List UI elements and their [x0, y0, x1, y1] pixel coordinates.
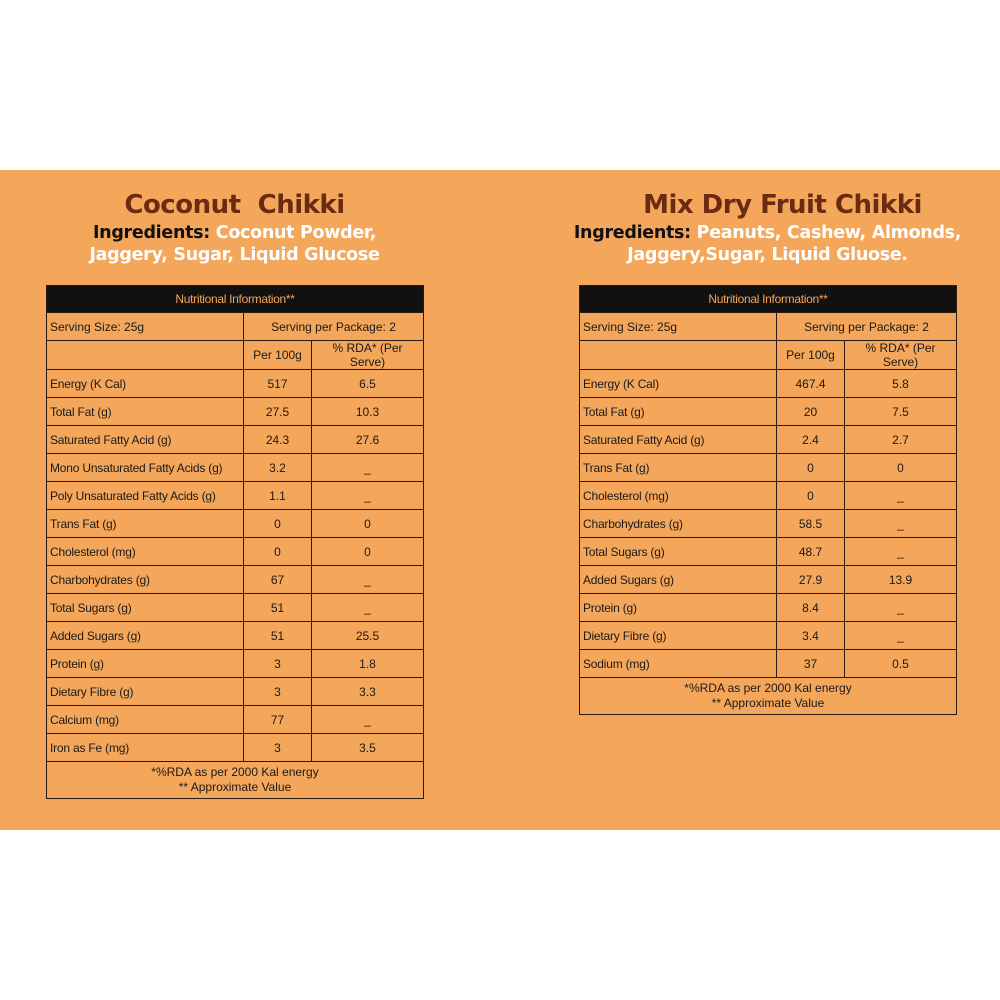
nutrient-name: Total Fat (g): [47, 398, 244, 426]
rda-value: _: [845, 510, 957, 538]
footnote-section: [580, 678, 957, 715]
nutrient-row: [580, 594, 957, 622]
nutrient-row: [47, 622, 424, 650]
rda-value: 3.3: [312, 678, 424, 706]
nutrient-row: [580, 454, 957, 482]
rda-value: 3.5: [312, 734, 424, 762]
per-100g-value: 27.5: [244, 398, 312, 426]
rda-value: 13.9: [845, 566, 957, 594]
nutrient-rows: [580, 370, 957, 678]
rda-value: 6.5: [312, 370, 424, 398]
per-100g-header: Per 100g: [244, 341, 312, 370]
per-100g-value: 0: [244, 510, 312, 538]
serving-size: Serving Size: 25g: [580, 313, 777, 341]
nutrient-name: Total Sugars (g): [47, 594, 244, 622]
nutrient-row: [47, 454, 424, 482]
serving-per-package: Serving per Package: 2: [777, 313, 957, 341]
nutrient-row: [47, 678, 424, 706]
nutrient-name: Dietary Fibre (g): [47, 678, 244, 706]
per-100g-value: 51: [244, 622, 312, 650]
rda-value: 25.5: [312, 622, 424, 650]
rda-value: _: [312, 566, 424, 594]
nutrient-name: Calcium (mg): [47, 706, 244, 734]
nutrition-table-body: [47, 286, 424, 370]
nutrient-row: [47, 482, 424, 510]
rda-value: 10.3: [312, 398, 424, 426]
nutrient-name: Total Fat (g): [580, 398, 777, 426]
nutrient-row: [47, 370, 424, 398]
ingredients-line-2: Jaggery, Sugar, Liquid Glucose: [89, 245, 380, 265]
nutrient-row: [580, 426, 957, 454]
per-100g-value: 3: [244, 678, 312, 706]
footnote: [580, 678, 957, 715]
serving-row: [580, 313, 957, 341]
nutrient-name: Protein (g): [580, 594, 777, 622]
nutrition-table: [579, 285, 957, 715]
nutrient-name: Added Sugars (g): [580, 566, 777, 594]
footnote-approx: ** Approximate Value: [711, 696, 825, 710]
nutrient-name: Added Sugars (g): [47, 622, 244, 650]
nutrient-row: [580, 510, 957, 538]
per-100g-value: 1.1: [244, 482, 312, 510]
footnote-approx: ** Approximate Value: [178, 780, 292, 794]
nutrition-table-body: [580, 286, 957, 370]
per-100g-value: 0: [777, 482, 845, 510]
blank-header-cell: [47, 341, 244, 370]
nutrition-table-title: Nutritional Information**: [580, 286, 957, 313]
per-100g-value: 517: [244, 370, 312, 398]
ingredients-label: Ingredients:: [92, 223, 210, 243]
nutrient-row: [580, 538, 957, 566]
product-title: Mix Dry Fruit Chikki: [643, 190, 922, 220]
per-100g-value: 3.4: [777, 622, 845, 650]
rda-value: 1.8: [312, 650, 424, 678]
nutrient-row: [47, 650, 424, 678]
rda-value: _: [845, 594, 957, 622]
nutrient-row: [47, 510, 424, 538]
ingredients-line-1: Peanuts, Cashew, Almonds,: [696, 223, 962, 243]
rda-header: % RDA* (Per Serve): [312, 341, 424, 370]
nutrient-row: [580, 398, 957, 426]
rda-value: _: [845, 538, 957, 566]
nutrient-name: Mono Unsaturated Fatty Acids (g): [47, 454, 244, 482]
per-100g-value: 3.2: [244, 454, 312, 482]
rda-value: 2.7: [845, 426, 957, 454]
nutrient-row: [47, 538, 424, 566]
per-100g-value: 2.4: [777, 426, 845, 454]
serving-per-package: Serving per Package: 2: [244, 313, 424, 341]
rda-header: % RDA* (Per Serve): [845, 341, 957, 370]
nutrient-row: [580, 370, 957, 398]
rda-value: 0.5: [845, 650, 957, 678]
serving-row: [47, 313, 424, 341]
nutrient-name: Cholesterol (mg): [580, 482, 777, 510]
nutrient-name: Saturated Fatty Acid (g): [580, 426, 777, 454]
rda-value: _: [312, 594, 424, 622]
nutrition-table-title: Nutritional Information**: [47, 286, 424, 313]
ingredients: [569, 222, 966, 266]
per-100g-value: 77: [244, 706, 312, 734]
nutrient-row: [47, 398, 424, 426]
nutrition-table: [46, 285, 424, 799]
ingredients-line-1: Coconut Powder,: [215, 223, 377, 243]
footnote-row: [47, 762, 424, 799]
nutrient-name: Sodium (mg): [580, 650, 777, 678]
serving-size: Serving Size: 25g: [47, 313, 244, 341]
nutrient-name: Energy (K Cal): [580, 370, 777, 398]
per-100g-value: 48.7: [777, 538, 845, 566]
per-100g-value: 51: [244, 594, 312, 622]
footnote-row: [580, 678, 957, 715]
per-100g-value: 0: [777, 454, 845, 482]
ingredients-line-2: Jaggery,Sugar, Liquid Gluose.: [627, 245, 908, 265]
per-100g-value: 24.3: [244, 426, 312, 454]
footnote-rda: *%RDA as per 2000 Kal energy: [684, 681, 852, 695]
per-100g-value: 3: [244, 650, 312, 678]
per-100g-value: 58.5: [777, 510, 845, 538]
footnote-section: [47, 762, 424, 799]
nutrient-name: Trans Fat (g): [47, 510, 244, 538]
rda-value: _: [312, 482, 424, 510]
nutrient-rows: [47, 370, 424, 762]
nutrient-name: Cholesterol (mg): [47, 538, 244, 566]
ingredients-label: Ingredients:: [573, 223, 691, 243]
column-header-row: [580, 341, 957, 370]
nutrient-name: Protein (g): [47, 650, 244, 678]
table-header-row: [580, 286, 957, 313]
nutrient-row: [47, 706, 424, 734]
per-100g-value: 67: [244, 566, 312, 594]
nutrient-name: Charbohydrates (g): [47, 566, 244, 594]
nutrient-row: [580, 566, 957, 594]
rda-value: 5.8: [845, 370, 957, 398]
table-header-row: [47, 286, 424, 313]
mix-dry-fruit-chikki-panel: [573, 188, 962, 710]
nutrient-row: [580, 650, 957, 678]
rda-value: 27.6: [312, 426, 424, 454]
rda-value: _: [312, 706, 424, 734]
nutrient-name: Dietary Fibre (g): [580, 622, 777, 650]
blank-header-cell: [580, 341, 777, 370]
column-header-row: [47, 341, 424, 370]
per-100g-header: Per 100g: [777, 341, 845, 370]
nutrient-row: [580, 622, 957, 650]
coconut-chikki-panel: [46, 188, 423, 794]
per-100g-value: 0: [244, 538, 312, 566]
nutrient-name: Total Sugars (g): [580, 538, 777, 566]
per-100g-value: 37: [777, 650, 845, 678]
nutrient-name: Poly Unsaturated Fatty Acids (g): [47, 482, 244, 510]
footnote: [47, 762, 424, 799]
rda-value: 0: [312, 538, 424, 566]
per-100g-value: 467.4: [777, 370, 845, 398]
product-title: Coconut Chikki: [124, 190, 345, 220]
rda-value: 7.5: [845, 398, 957, 426]
nutrient-row: [47, 566, 424, 594]
ingredients: [46, 222, 423, 266]
rda-value: _: [845, 482, 957, 510]
rda-value: 0: [845, 454, 957, 482]
nutrient-row: [47, 734, 424, 762]
nutrient-row: [47, 426, 424, 454]
nutrient-row: [580, 482, 957, 510]
footnote-rda: *%RDA as per 2000 Kal energy: [151, 765, 319, 779]
nutrient-name: Energy (K Cal): [47, 370, 244, 398]
nutrient-name: Iron as Fe (mg): [47, 734, 244, 762]
rda-value: 0: [312, 510, 424, 538]
per-100g-value: 27.9: [777, 566, 845, 594]
nutrient-name: Charbohydrates (g): [580, 510, 777, 538]
rda-value: _: [312, 454, 424, 482]
nutrient-name: Trans Fat (g): [580, 454, 777, 482]
per-100g-value: 8.4: [777, 594, 845, 622]
per-100g-value: 20: [777, 398, 845, 426]
per-100g-value: 3: [244, 734, 312, 762]
nutrient-name: Saturated Fatty Acid (g): [47, 426, 244, 454]
nutrient-row: [47, 594, 424, 622]
rda-value: _: [845, 622, 957, 650]
